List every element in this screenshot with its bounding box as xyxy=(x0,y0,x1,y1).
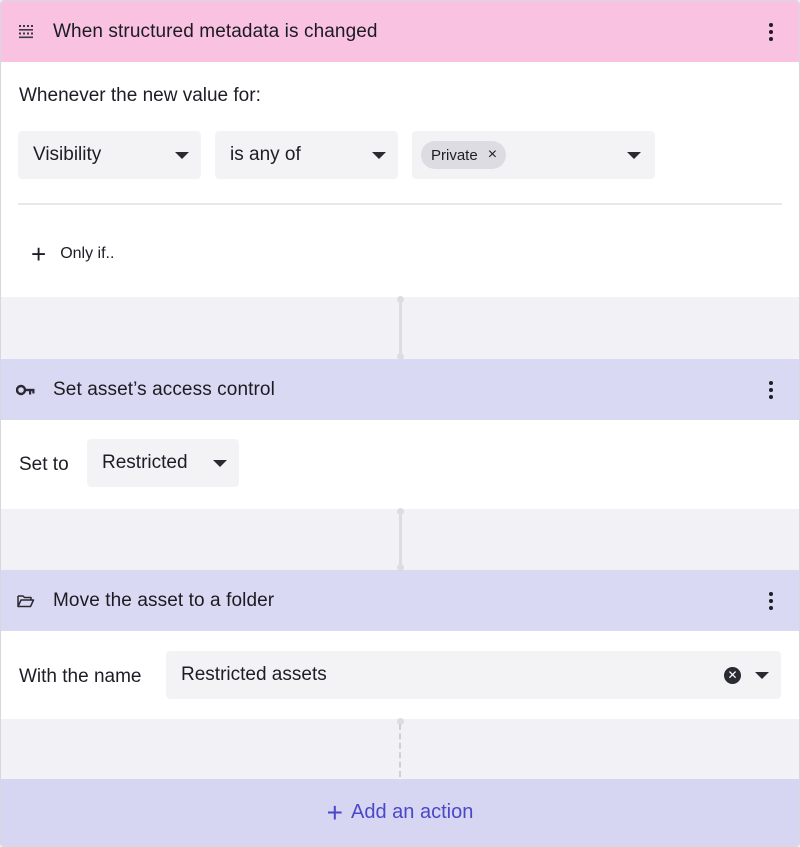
connector-line-dashed xyxy=(399,724,401,777)
connector-area xyxy=(1,297,799,359)
connector-line xyxy=(399,513,402,566)
access-control-header xyxy=(1,359,799,420)
move-folder-title: Move the asset to a folder xyxy=(53,589,275,611)
add-action-label: Add an action xyxy=(351,801,474,823)
connector-area xyxy=(1,719,799,777)
chevron-down-icon xyxy=(175,152,189,159)
plus-icon: + xyxy=(31,239,47,269)
move-more-menu-icon[interactable] xyxy=(759,589,783,613)
value-chip-private xyxy=(421,141,506,169)
access-level-select[interactable] xyxy=(87,439,239,487)
plus-icon: + xyxy=(326,796,344,828)
field-select-value: Visibility xyxy=(33,144,102,165)
value-multiselect[interactable] xyxy=(412,131,655,179)
metadata-icon xyxy=(15,21,37,43)
divider xyxy=(18,203,782,205)
clear-icon[interactable]: ✕ xyxy=(724,667,741,684)
access-control-title: Set asset’s access control xyxy=(53,378,275,400)
key-icon xyxy=(15,379,37,401)
only-if-label: Only if.. xyxy=(60,245,115,262)
only-if-button[interactable] xyxy=(31,241,114,267)
access-more-menu-icon[interactable] xyxy=(759,378,783,402)
set-to-label: Set to xyxy=(19,454,69,475)
trigger-card xyxy=(1,1,799,297)
chevron-down-icon xyxy=(213,460,227,467)
trigger-header xyxy=(1,1,799,62)
move-folder-header xyxy=(1,570,799,631)
connector-line xyxy=(399,301,402,355)
trigger-more-menu-icon[interactable] xyxy=(759,20,783,44)
chip-remove-icon[interactable]: × xyxy=(487,146,498,163)
folder-name-value: Restricted assets xyxy=(181,664,327,685)
chevron-down-icon xyxy=(372,152,386,159)
chip-label: Private xyxy=(431,146,478,164)
connector-area xyxy=(1,509,799,570)
folder-open-icon xyxy=(15,590,37,612)
move-folder-card xyxy=(1,570,799,719)
folder-name-select[interactable] xyxy=(166,651,781,699)
trigger-prompt: Whenever the new value for: xyxy=(19,85,261,106)
operator-select[interactable] xyxy=(215,131,398,179)
trigger-title: When structured metadata is changed xyxy=(53,20,378,42)
field-select[interactable] xyxy=(18,131,201,179)
access-control-card xyxy=(1,359,799,509)
chevron-down-icon xyxy=(755,672,769,679)
access-level-value: Restricted xyxy=(102,452,188,473)
operator-select-value: is any of xyxy=(230,144,301,165)
add-action-button[interactable] xyxy=(1,779,799,846)
folder-name-label: With the name xyxy=(19,666,142,687)
chevron-down-icon xyxy=(627,152,641,159)
